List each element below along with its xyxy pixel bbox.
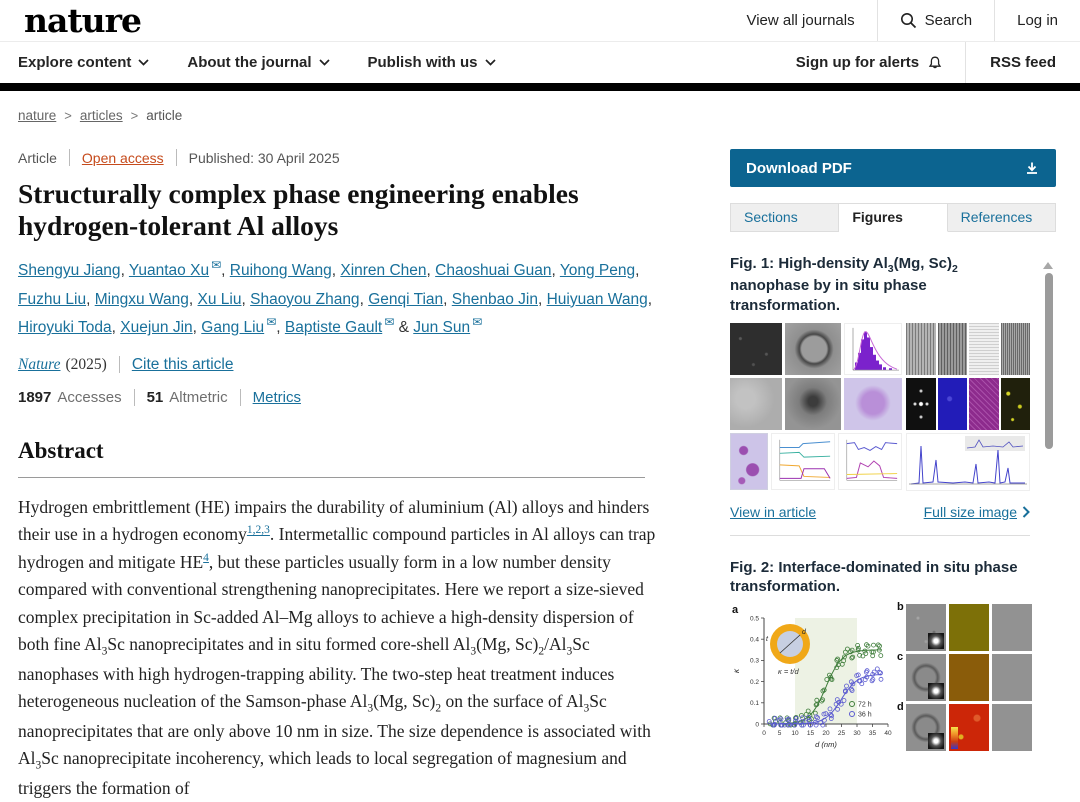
altmetric-value: 51 bbox=[146, 388, 164, 406]
breadcrumb-articles[interactable]: articles bbox=[79, 108, 123, 123]
fig2-tem-d bbox=[906, 704, 946, 751]
breadcrumb bbox=[18, 108, 1080, 123]
reference-link[interactable]: 4 bbox=[203, 552, 209, 564]
figures-divider bbox=[730, 535, 1030, 536]
svg-text:κ: κ bbox=[732, 669, 741, 674]
article-sidebar bbox=[730, 149, 1056, 802]
fig1-lattice-strip bbox=[906, 323, 936, 375]
fig1-lattice-strip bbox=[1001, 323, 1031, 375]
fig2-strain-map-c bbox=[949, 654, 989, 701]
svg-text:0.4: 0.4 bbox=[749, 636, 759, 644]
bell-icon bbox=[927, 55, 943, 71]
svg-text:0.2: 0.2 bbox=[749, 679, 759, 687]
fig1-panel-e bbox=[785, 378, 841, 430]
svg-text:25: 25 bbox=[837, 730, 846, 738]
fig2-panel-c-label: c bbox=[897, 651, 904, 664]
fig1-diffraction-panel bbox=[906, 378, 936, 430]
author-link[interactable]: Fuzhu Liu bbox=[18, 290, 87, 308]
breadcrumb-nature[interactable]: nature bbox=[18, 108, 57, 123]
envelope-icon[interactable]: ✉ bbox=[472, 315, 483, 330]
fig2-tem-b bbox=[906, 604, 946, 651]
citation-row bbox=[18, 356, 680, 374]
altmetric-label: Altmetric bbox=[169, 388, 228, 406]
journal-year: (2025) bbox=[65, 355, 107, 373]
fig2-caption: Fig. 2: Interface-dominated in situ phase transformation. bbox=[730, 558, 1018, 595]
envelope-icon[interactable]: ✉ bbox=[266, 315, 277, 330]
svg-text:20: 20 bbox=[822, 730, 830, 738]
fig1-xrd-spectrum bbox=[906, 433, 1030, 491]
fig1-links-row bbox=[730, 504, 1030, 520]
reference-link[interactable]: 1,2,3 bbox=[246, 524, 270, 537]
open-access-link[interactable]: Open access bbox=[81, 149, 164, 166]
svg-text:72 h: 72 h bbox=[858, 701, 872, 709]
meta-divider bbox=[69, 149, 70, 166]
fft-inset bbox=[928, 633, 944, 649]
fig1-lattice-strip bbox=[938, 323, 968, 375]
fig1-blue-map bbox=[938, 378, 968, 430]
fig1-magenta-map bbox=[969, 378, 999, 430]
fig1-panel-d bbox=[730, 378, 782, 430]
svg-text:40: 40 bbox=[884, 730, 892, 738]
nav-about-label: About the journal bbox=[187, 54, 312, 71]
svg-text:0.1: 0.1 bbox=[749, 700, 759, 708]
scrollbar-up-arrow[interactable] bbox=[1043, 262, 1053, 269]
download-pdf-label: Download PDF bbox=[746, 159, 852, 177]
search-label: Search bbox=[924, 12, 973, 29]
view-all-journals-link[interactable]: View all journals bbox=[746, 12, 855, 29]
metrics-divider bbox=[240, 389, 241, 406]
fig2-panel-d-label: d bbox=[897, 701, 904, 714]
fig2-scatter-plot bbox=[730, 604, 898, 754]
author-list: Shengyu Jiang, Yuantao Xu ✉, Ruihong Wang, Xinren Chen, Chaoshuai Guan, Yong Peng, Fuzhu Liu, Mingxu Wang, Xu Liu, Shaoyou Zhang, Genqi Tian, Shenbao Jin, Huiyuan Wang, Hiroyuki Toda, Xuejun Jin, Gang Liu ✉, Baptiste Gault ✉ & Jun Sun ✉ bbox=[18, 257, 652, 337]
tab-references[interactable]: References bbox=[948, 203, 1056, 232]
fig2-tem-c bbox=[906, 654, 946, 701]
metrics-row bbox=[18, 389, 680, 406]
nav-about-journal[interactable] bbox=[187, 54, 329, 71]
rss-feed-link[interactable]: RSS feed bbox=[965, 42, 1080, 83]
svg-text:30: 30 bbox=[853, 730, 861, 738]
published-date: Published: 30 April 2025 bbox=[188, 149, 340, 166]
sidebar-tabs bbox=[730, 203, 1056, 232]
svg-text:15: 15 bbox=[806, 730, 815, 738]
breadcrumb-separator: > bbox=[64, 108, 72, 123]
nav-explore-label: Explore content bbox=[18, 54, 132, 71]
top-header bbox=[0, 0, 1080, 41]
fig2-grey-map-b bbox=[992, 604, 1032, 651]
author-link[interactable]: Genqi Tian bbox=[368, 290, 444, 308]
author-link[interactable]: Ruihong Wang bbox=[229, 261, 332, 279]
chevron-down-icon bbox=[319, 59, 330, 66]
author-link[interactable]: Jun Sun bbox=[413, 319, 471, 337]
search-button[interactable] bbox=[877, 0, 995, 41]
metrics-divider bbox=[134, 389, 135, 406]
fig1-lattice-strip bbox=[969, 323, 999, 375]
fig2-strain-map-d bbox=[949, 704, 989, 751]
article-type-label: Article bbox=[18, 149, 57, 166]
accesses-label: Accesses bbox=[57, 388, 122, 406]
svg-text:36 h: 36 h bbox=[858, 711, 872, 719]
fft-inset bbox=[928, 733, 944, 749]
fig2-grey-map-c bbox=[992, 654, 1032, 701]
nav-publish-label: Publish with us bbox=[367, 54, 478, 71]
fig1-thumbnail[interactable] bbox=[730, 323, 1030, 491]
accesses-value: 1897 bbox=[18, 388, 52, 406]
fig2-panel-a-label: a bbox=[732, 604, 739, 617]
author-link[interactable]: Mingxu Wang bbox=[94, 290, 189, 308]
fig1-histogram bbox=[844, 323, 902, 375]
abstract-rule bbox=[18, 477, 645, 478]
fig2-plot-svg bbox=[730, 604, 898, 754]
meta-divider bbox=[176, 149, 177, 166]
chevron-down-icon bbox=[485, 59, 496, 66]
alerts-label: Sign up for alerts bbox=[795, 54, 920, 71]
abstract-heading: Abstract bbox=[18, 437, 104, 463]
nature-logo[interactable]: nature bbox=[24, 1, 141, 40]
fig1-panel-h bbox=[771, 433, 835, 490]
download-icon bbox=[1024, 160, 1040, 176]
nav-publish-with-us[interactable] bbox=[368, 54, 496, 71]
svg-text:0: 0 bbox=[762, 730, 766, 738]
author-link[interactable]: Hiroyuki Toda bbox=[18, 319, 112, 337]
page-title: Structurally complex phase engineering enables hydrogen-tolerant Al alloys bbox=[18, 178, 579, 242]
svg-text:10: 10 bbox=[791, 730, 799, 738]
svg-text:0.5: 0.5 bbox=[749, 615, 759, 623]
fig2-image-grid bbox=[897, 601, 1032, 754]
fig1-view-in-article-link[interactable]: View in article bbox=[730, 503, 817, 520]
fft-inset bbox=[928, 683, 944, 699]
download-pdf-button[interactable] bbox=[730, 149, 1056, 187]
metrics-link[interactable]: Metrics bbox=[252, 388, 301, 406]
author-link[interactable]: Shaoyou Zhang bbox=[250, 290, 360, 308]
breadcrumb-article: article bbox=[146, 108, 183, 123]
tab-sections[interactable]: Sections bbox=[730, 203, 839, 232]
fig1-panel-f bbox=[844, 378, 902, 430]
signup-alerts-link[interactable] bbox=[774, 42, 965, 83]
svg-text:5: 5 bbox=[777, 730, 782, 738]
author-link[interactable]: Shenbao Jin bbox=[451, 290, 538, 308]
author-link[interactable]: Yong Peng bbox=[559, 261, 636, 279]
fig1-panel-a bbox=[730, 323, 782, 375]
nav-explore-content[interactable] bbox=[18, 54, 149, 71]
colorbar bbox=[951, 727, 958, 749]
author-link[interactable]: Xuejun Jin bbox=[120, 319, 193, 337]
abstract-text: Hydrogen embrittlement (HE) impairs the durability of aluminium (Al) alloys and hinders their use in a hydrogen economy$^{1,2,3}$. Intermetallic compound particles in Al alloys can trap hydrogen and mitigate HE$^4$, but these particles usually form in a low number density compared with conventional strengthening nanoprecipitates. Here we report a size-sieved complex precipitation in Sc-added Al–Mg alloys to achieve a high-density dispersion of both fine $Al_3Sc$ nanoprecipitates and in situ formed core-shell $Al_3(Mg$, $Sc)_2/Al_3Sc$ nanophases with high hydrogen-trapping ability. The two-step heat treatment induces heterogeneous nucleation of the Samson-phase $Al_3(Mg$, $Sc)_2$ on the surface of $Al_3Sc$ nanoprecipitates that are only above 10 nm in size. The size dependence is associated with $Al_3Sc$ nanoprecipitate incoherency, which leads to local segregation of magnesium and triggers the formation of bbox=[18, 496, 656, 798]
fig1-caption: Fig. 1: High-density $Al_3(Mg$, $Sc)_2$ nanophase by in situ phase transformation. bbox=[730, 255, 958, 314]
author-link[interactable]: Baptiste Gault bbox=[284, 319, 383, 337]
tab-figures[interactable]: Figures bbox=[839, 203, 947, 232]
citation-divider bbox=[119, 356, 120, 373]
author-link[interactable]: Yuantao Xu bbox=[128, 261, 210, 279]
fig1-panel-g bbox=[730, 433, 768, 490]
envelope-icon[interactable]: ✉ bbox=[211, 257, 222, 272]
scrollbar-thumb[interactable] bbox=[1045, 273, 1053, 449]
search-icon bbox=[900, 12, 917, 29]
journal-link[interactable]: Nature bbox=[18, 355, 61, 373]
fig2-thumbnail[interactable] bbox=[730, 601, 1032, 754]
svg-text:0.3: 0.3 bbox=[749, 657, 759, 665]
svg-text:35: 35 bbox=[868, 730, 877, 738]
author-link[interactable]: Gang Liu bbox=[201, 319, 265, 337]
fig1-yellow-map bbox=[1001, 378, 1031, 430]
fig2-panel-b-label: b bbox=[897, 601, 904, 614]
author-link[interactable]: Huiyuan Wang bbox=[546, 290, 648, 308]
article-main-column bbox=[18, 149, 680, 802]
cite-this-article-link[interactable]: Cite this article bbox=[131, 355, 234, 373]
figures-panel bbox=[730, 254, 1056, 754]
svg-text:d: d bbox=[802, 629, 806, 637]
author-link[interactable]: Xu Liu bbox=[197, 290, 242, 308]
login-link[interactable]: Log in bbox=[994, 0, 1080, 41]
author-link[interactable]: Xinren Chen bbox=[340, 261, 427, 279]
black-divider-bar bbox=[0, 83, 1080, 91]
chevron-down-icon bbox=[138, 59, 149, 66]
article-meta-row bbox=[18, 149, 680, 166]
author-link[interactable]: Shengyu Jiang bbox=[18, 261, 121, 279]
fig1-panel-i bbox=[838, 433, 902, 490]
svg-text:d (nm): d (nm) bbox=[815, 740, 837, 750]
svg-text:0: 0 bbox=[755, 721, 759, 729]
fig2-grey-map-d bbox=[992, 704, 1032, 751]
fig1-panel-b bbox=[785, 323, 841, 375]
journal-nav bbox=[0, 41, 1080, 83]
fig1-full-size-image-link[interactable]: Full size image bbox=[923, 503, 1017, 520]
author-link[interactable]: Chaoshuai Guan bbox=[435, 261, 552, 279]
svg-text:t: t bbox=[766, 636, 768, 644]
breadcrumb-separator: > bbox=[130, 108, 139, 123]
fig2-strain-map-b bbox=[949, 604, 989, 651]
svg-text:κ = t/d: κ = t/d bbox=[778, 667, 799, 677]
chevron-right-icon bbox=[1022, 506, 1030, 518]
envelope-icon[interactable]: ✉ bbox=[384, 315, 395, 330]
